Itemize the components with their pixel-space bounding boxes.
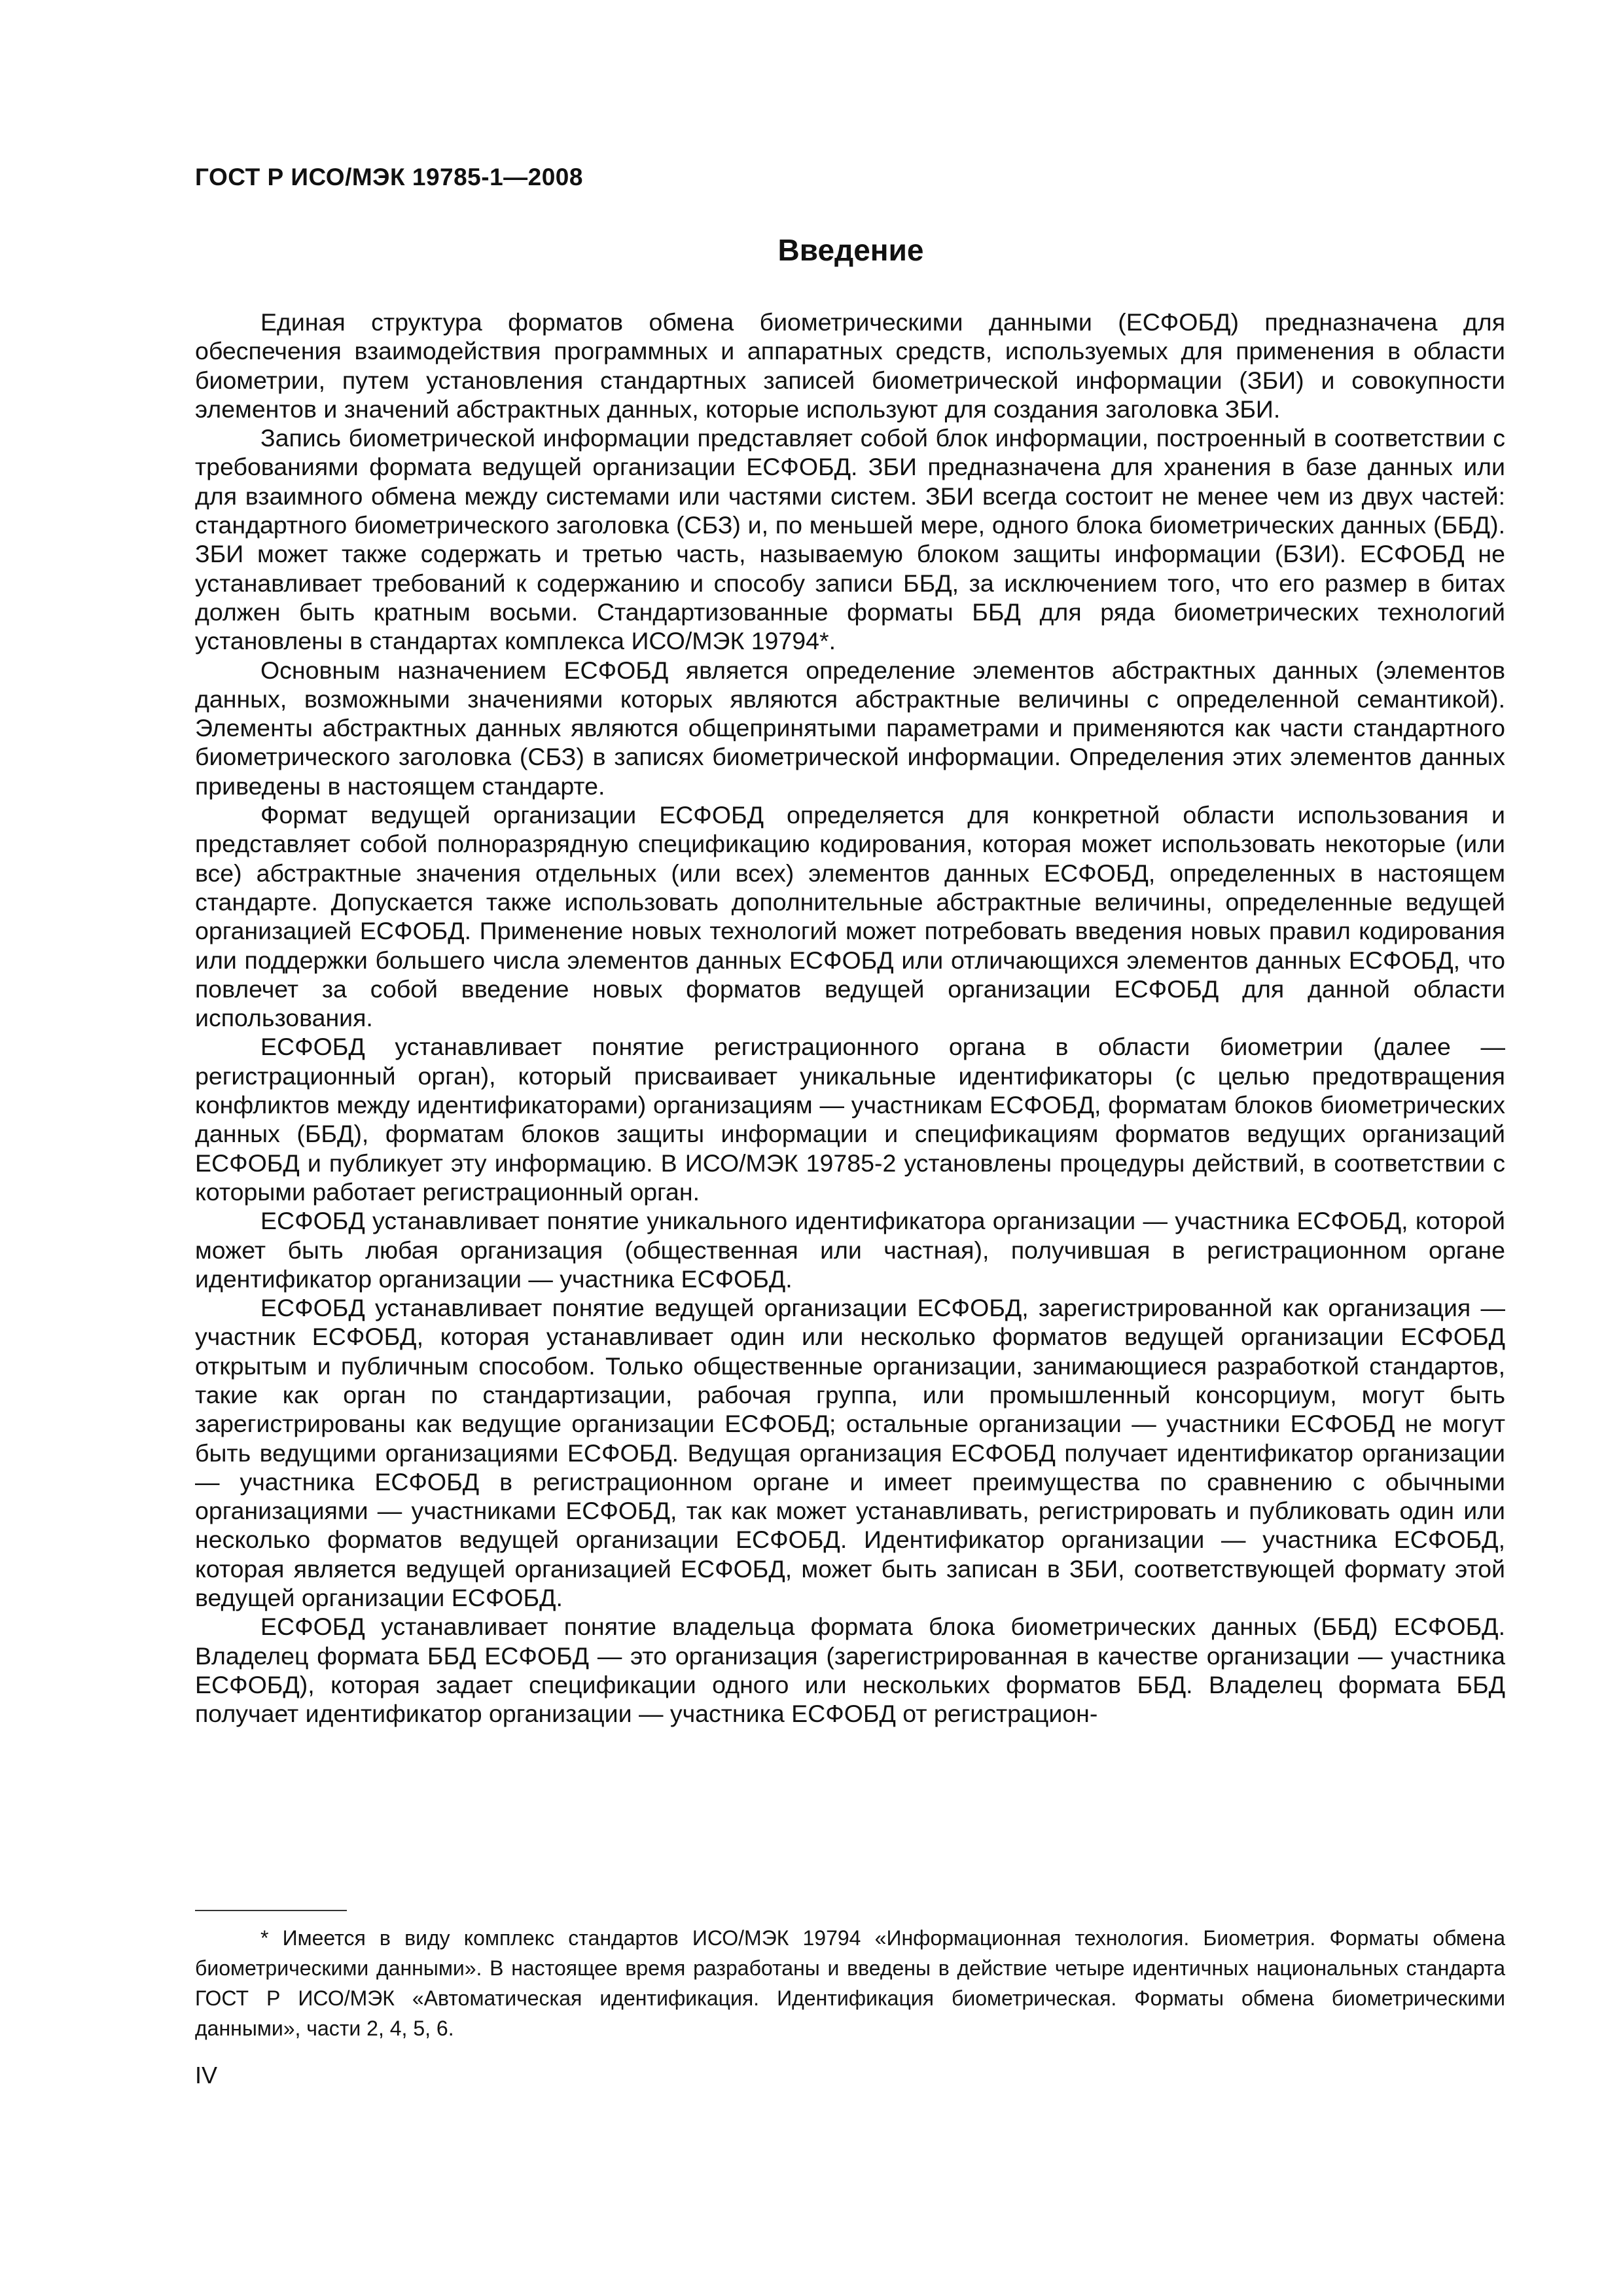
paragraph-8: ЕСФОБД устанавливает понятие владельца формата блока биометрических данных (ББД) ЕСФОБД. Владелец формата ББД ЕСФОБД — это организация (зарегистрированная в качестве организации — участника ЕСФОБД), которая задает спецификации одного или нескольких форматов ББД. Владелец формата ББД получает идентификатор организации — участника ЕСФОБД от регистрацион- [195, 1613, 1505, 1728]
paragraph-4: Формат ведущей организации ЕСФОБД определяется для конкретной области использования и представляет собой полноразрядную спецификацию кодирования, которая может использовать некоторые (или все) абстрактные значения отдельных (или всех) элементов данных ЕСФОБД, определенных в настоящем стандарте. Допускается также использовать дополнительные абстрактные величины, определенные ведущей организацией ЕСФОБД. Применение новых технологий может потребовать введения новых правил кодирования или поддержки большего числа элементов данных ЕСФОБД или отличающихся элементов данных ЕСФОБД, что повлечет за собой введение новых форматов ведущей организации ЕСФОБД для данной области использования. [195, 801, 1505, 1032]
section-title: Введение [777, 233, 924, 267]
body-text [195, 308, 1505, 1729]
paragraph-7: ЕСФОБД устанавливает понятие ведущей организации ЕСФОБД, зарегистрированной как организация — участник ЕСФОБД, которая устанавливает один или несколько форматов ведущей организации ЕСФОБД открытым и публичным способом. Только общественные организации, занимающиеся разработкой стандартов, такие как орган по стандартизации, рабочая группа, или промышленный консорциум, могут быть зарегистрированы как ведущие организации ЕСФОБД; остальные организации — участники ЕСФОБД не могут быть ведущими организациями ЕСФОБД. Ведущая организация ЕСФОБД получает идентификатор организации — участника ЕСФОБД в регистрационном органе и имеет преимущества по сравнению с обычными организациями — участниками ЕСФОБД, так как может устанавливать, регистрировать и публиковать один или несколько форматов ведущей организации ЕСФОБД. Идентификатор организации — участника ЕСФОБД, которая является ведущей организацией ЕСФОБД, может быть записан в ЗБИ, соответствующей формату этой ведущей организации ЕСФОБД. [195, 1294, 1505, 1612]
footnote: * Имеется в виду комплекс стандартов ИСО/МЭК 19794 «Информационная технология. Биометрия. Форматы обмена биометрическими данными». В настоящее время разработаны и введены в действие четыре идентичных национальных стандарта ГОСТ Р ИСО/МЭК «Автоматическая идентификация. Идентификация биометрическая. Форматы обмена биометрическими данными», части 2, 4, 5, 6. [195, 1926, 1505, 2040]
paragraph-5: ЕСФОБД устанавливает понятие регистрационного органа в области биометрии (далее — регистрационный орган), который присваивает уникальные идентификаторы (с целью предотвращения конфликтов между идентификаторами) организациям — участникам ЕСФОБД, форматам блоков биометрических данных (ББД), форматам блоков защиты информации и спецификациям форматов ведущих организаций ЕСФОБД и публикует эту информацию. В ИСО/МЭК 19785-2 установлены процедуры действий, в соответствии с которыми работает регистрационный орган. [195, 1033, 1505, 1206]
footnote-divider [195, 1910, 347, 1911]
paragraph-6: ЕСФОБД устанавливает понятие уникального идентификатора организации — участника ЕСФОБД, которой может быть любая организация (общественная или частная), получившая в регистрационном органе идентификатор организации — участника ЕСФОБД. [195, 1207, 1505, 1293]
page-number: IV [195, 2062, 218, 2089]
document-header: ГОСТ Р ИСО/МЭК 19785-1—2008 [195, 164, 583, 190]
paragraph-2: Запись биометрической информации представляет собой блок информации, построенный в соответствии с требованиями формата ведущей организации ЕСФОБД. ЗБИ предназначена для хранения в базе данных или для взаимного обмена между системами или частями систем. ЗБИ всегда состоит не менее чем из двух частей: стандартного биометрического заголовка (СБЗ) и, по меньшей мере, одного блока биометрических данных (ББД). ЗБИ может также содержать и третью часть, называемую блоком защиты информации (БЗИ). ЕСФОБД не устанавливает требований к содержанию и способу записи ББД, за исключением того, что его размер в битах должен быть кратным восьми. Стандартизованные форматы ББД для ряда биометрических технологий установлены в стандартах комплекса ИСО/МЭК 19794*. [195, 424, 1505, 655]
paragraph-3: Основным назначением ЕСФОБД является определение элементов абстрактных данных (элементов данных, возможными значениями которых являются абстрактные величины с определенной семантикой). Элементы абстрактных данных являются общепринятыми параметрами и применяются как части стандартного биометрического заголовка (СБЗ) в записях биометрической информации. Определения этих элементов данных приведены в настоящем стандарте. [195, 656, 1505, 800]
paragraph-1: Единая структура форматов обмена биометрическими данными (ЕСФОБД) предназначена для обеспечения взаимодействия программных и аппаратных средств, используемых для применения в области биометрии, путем установления стандартных записей биометрической информации (ЗБИ) и совокупности элементов и значений абстрактных данных, которые используют для создания заголовка ЗБИ. [195, 308, 1505, 423]
